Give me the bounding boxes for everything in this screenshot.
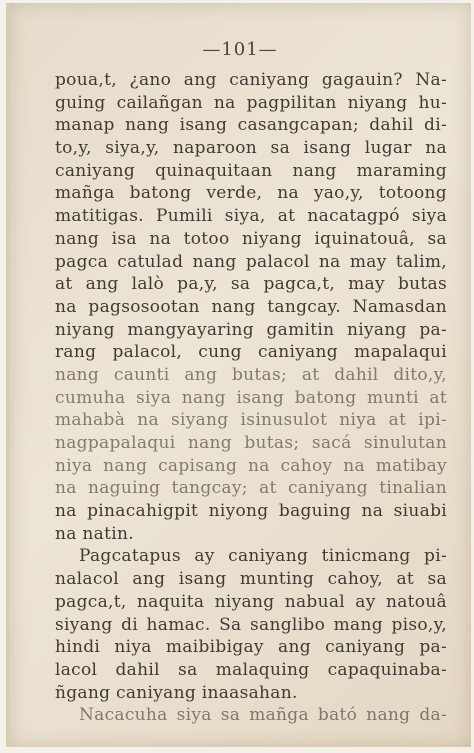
book-page [6,3,471,747]
text-line: nang caunti ang butas; at dahil dito,y, [55,364,447,385]
text-line: Pagcatapus ay caniyang tinicmang pi- [79,546,447,567]
text-line: nang isa na totoo niyang iquinatouâ, sa [55,228,447,249]
text-line: na pinacahigpit niyong baguing na siuabi [55,501,447,522]
text-line: na pagsosootan nang tangcay. Namasdan [55,296,447,317]
text-line: niyang mangyayaring gamitin niyang pa- [55,319,447,340]
text-line: at ang lalò pa,y, sa pagca,t, may butas [55,274,447,295]
text-line: mahabà na siyang isinusulot niya at ipi- [55,410,447,431]
text-line: hindi niya maibibigay ang caniyang pa- [55,637,447,658]
text-line: niya nang capisang na cahoy na matibay [55,455,447,476]
text-line: na naguing tangcay; at caniyang tinalian [55,478,447,499]
text-line: ñgang caniyang inaasahan. [55,682,298,703]
text-line: Nacacuha siya sa mañga bató nang da- [79,705,447,726]
text-line: guing cailañgan na pagpilitan niyang hu- [55,92,447,113]
text-line: manap nang isang casangcapan; dahil di- [55,115,447,136]
text-line: nagpapalaqui nang butas; sacá sinulutan [55,433,447,453]
text-line: pagca catulad nang palacol na may talim, [55,251,447,272]
text-line: poua,t, ¿ano ang caniyang gagauin? Na- [55,70,447,90]
text-line: rang palacol, cung caniyang mapalaqui [55,342,447,363]
text-line: mañga batong verde, na yao,y, totoong [55,183,447,204]
text-line: pagca,t, naquita niyang nabual ay natouâ [55,591,447,612]
text-line: to,y, siya,y, naparoon sa isang lugar na [55,138,447,159]
text-line: caniyang quinaquitaan nang maraming [55,160,447,181]
text-line: cumuha siya nang isang batong munti at [55,387,447,408]
text-line: lacol dahil sa malaquing capaquinaba- [55,659,447,680]
text-line: na natin. [55,523,134,544]
text-line: siyang di hamac. Sa sanglibo mang piso,y, [55,614,447,635]
page-text [55,69,447,727]
text-line: matitigas. Pumili siya, at nacatagpó siya [55,206,447,227]
page-number: —101— [202,39,278,60]
text-line: nalacol ang isang munting cahoy, at sa [55,569,447,590]
